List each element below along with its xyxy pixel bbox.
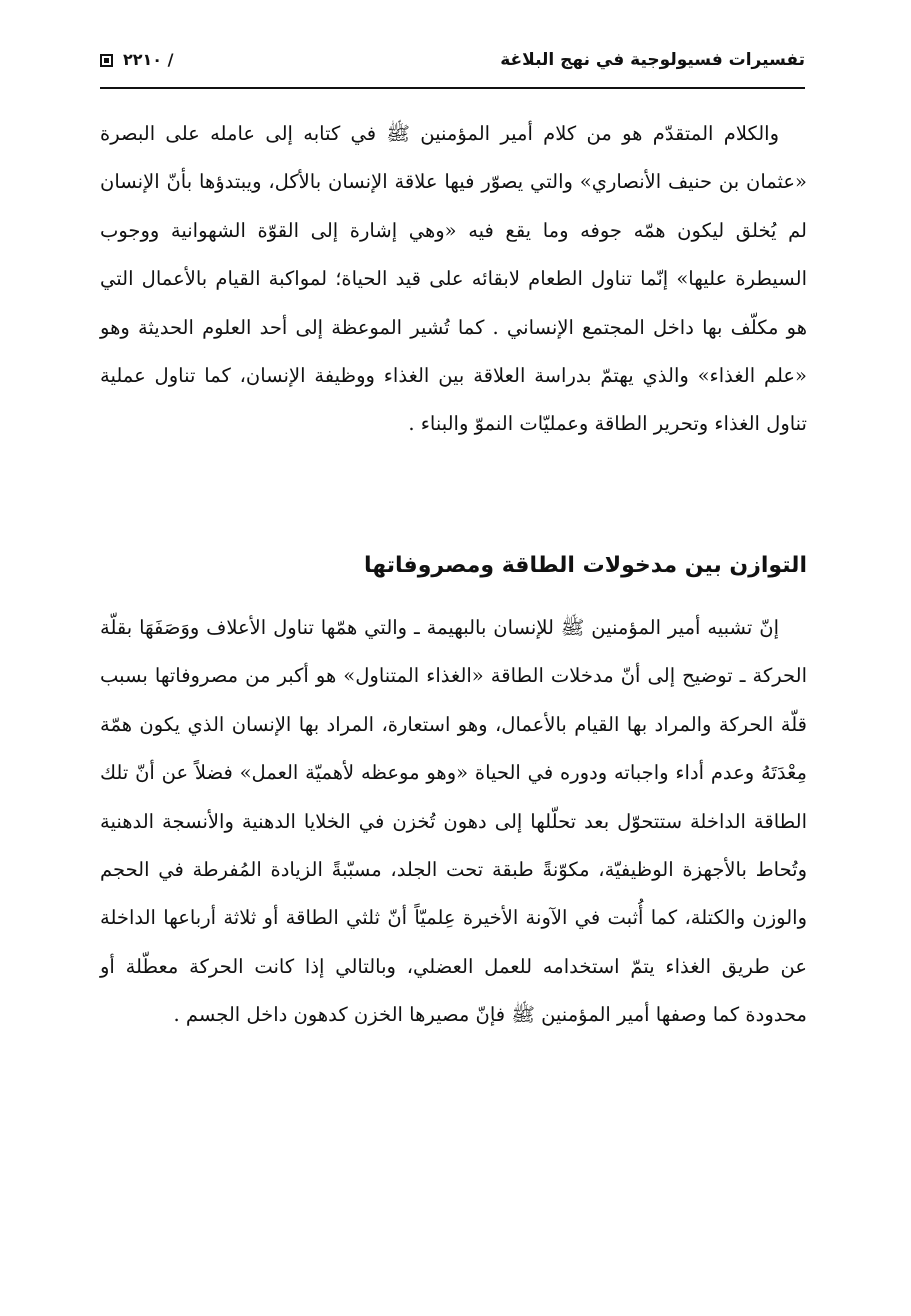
square-ornament-icon: [100, 54, 113, 67]
book-title: تفسيرات فسيولوجية في نهج البلاغة: [500, 50, 805, 70]
paragraph-2: إنّ تشبيه أمير المؤمنين ﷺ للإنسان بالبهيمة ـ والتي همّها تناول الأعلاف ووَصَفَهَا بقلّة الحركة ـ توضيح إلى أنّ مدخلات الطاقة «الغذاء المتناول» هو أكبر من مصروفاتها بسبب قلّة الحركة والمراد بها القيام بالأعمال، وهو استعارة، المراد بها الإنسان الذي يكون همّة مِعْدَتَهُ وعدم أداء واجباته ودوره في الحياة «وهو موعظه لأهميّة العمل» فضلاً عن أنّ تلك الطاقة الداخلة ستتحوّل بعد تحلّلها إلى دهون تُخزن في الخلايا الدهنية والأنسجة الدهنية وتُحاط بالأجهزة الوظيفيّة، مكوّنةً طبقة تحت الجلد، مسبّبةً الزيادة المُفرطة في الحجم والوزن والكتلة، كما أُثبت في الآونة الأخيرة عِلميّاً أنّ ثلثي الطاقة أو ثلاثة أرباعها الداخلة عن طريق الغذاء يتمّ استخدامه للعمل العضلي، وبالتالي إذا كانت الحركة معطّلة أو محدودة كما وصفها أمير المؤمنين ﷺ فإنّ مصيرها الخزن كدهون داخل الجسم .: [100, 616, 807, 1027]
page-number-text: ٢٢١٠ /: [123, 50, 174, 69]
paragraph-1: والكلام المتقدّم هو من كلام أمير المؤمنين ﷺ في كتابه إلى عامله على البصرة «عثمان بن حنيف الأنصاري» والتي يصوّر فيها علاقة الإنسان بالأكل، ويبتدؤها بأنّ الإنسان لم يُخلق ليكون همّه جوفه وما يقع فيه «وهي إشارة إلى القوّة الشهوانية ووجوب السيطرة عليها» إنّما تناول الطعام لابقائه على قيد الحياة؛ لمواكبة القيام بالأعمال التي هو مكلّف بها داخل المجتمع الإنساني . كما تُشير الموعظة إلى أحد العلوم الحديثة وهو «علم الغذاء» والذي يهتمّ بدراسة العلاقة بين الغذاء ووظيفة الإنسان، كما تناول عملية تناول الغذاء وتحرير الطاقة وعمليّات النموّ والبناء .: [100, 122, 807, 436]
body-section-2: [100, 604, 807, 1040]
header-rule: [100, 87, 805, 89]
page-number: [100, 50, 173, 69]
body-section-1: [100, 110, 807, 449]
running-header: [100, 44, 805, 90]
section-heading: التوازن بين مدخولات الطاقة ومصروفاتها: [364, 553, 807, 578]
